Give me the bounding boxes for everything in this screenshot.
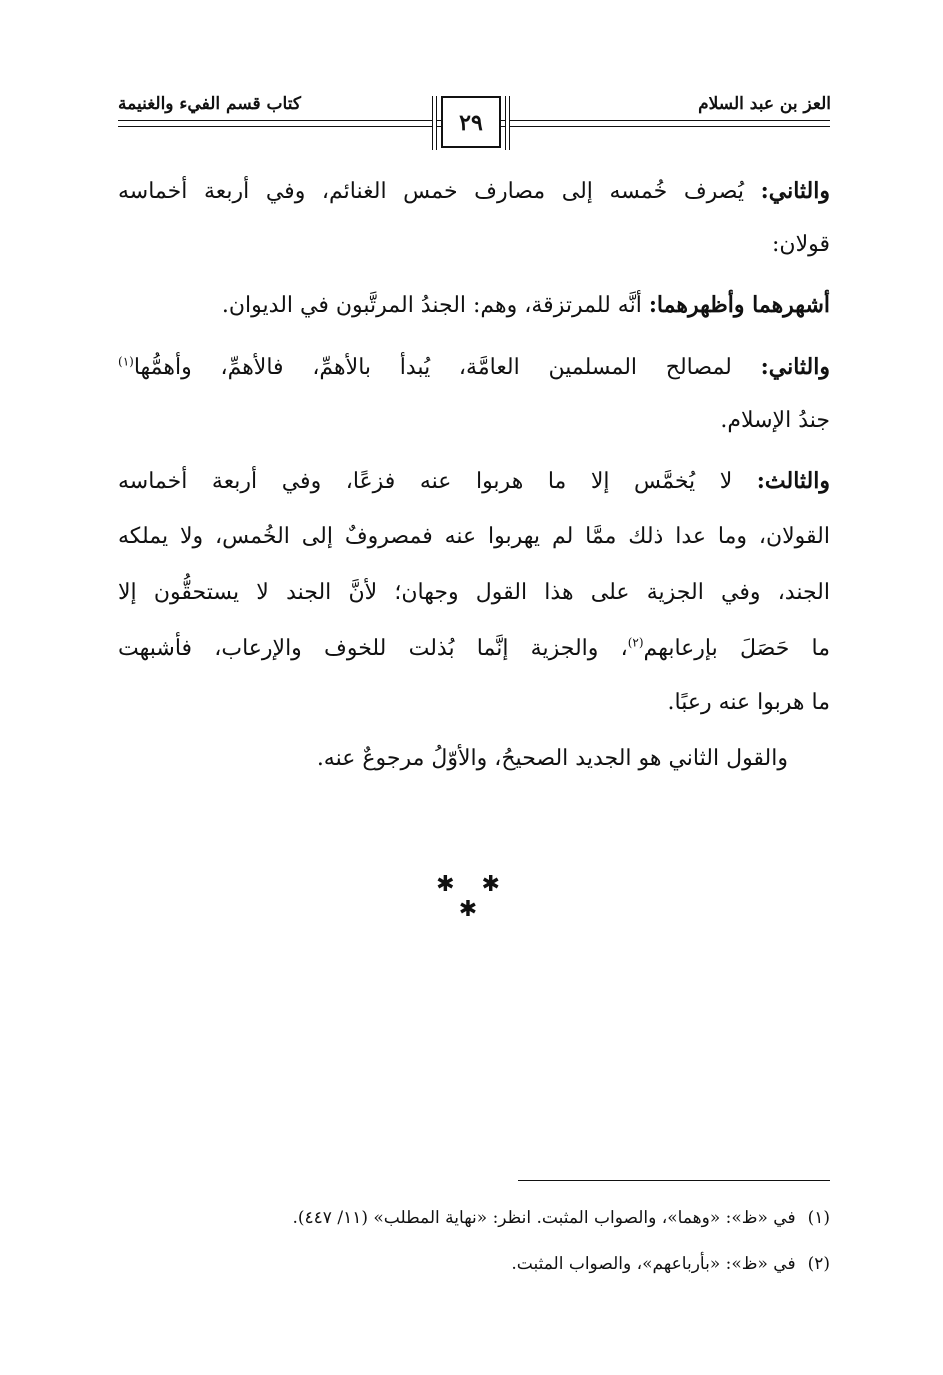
body-line (118, 230, 830, 260)
body-text: أنَّه للمرتزقة، وهم: الجندُ المرتَّبون في الديوان. (221, 293, 649, 318)
footnote-marker: (١) (118, 354, 134, 369)
body-line (118, 688, 830, 718)
footnote (292, 1206, 830, 1230)
body-text: جندُ الإسلام. (720, 408, 830, 433)
body-text: ما هربوا عنه رعبًا. (667, 690, 830, 715)
paragraph-lead: والثاني: (760, 178, 830, 204)
paragraph-lead: أشهرهما وأظهرهما: (648, 292, 830, 318)
footnote-text: في «ظ»: «وهما»، والصواب المثبت. انظر: «نهاية المطلب» (١١/ ٤٤٧). (292, 1208, 796, 1228)
body-text: والقول الثاني هو الجديد الصحيحُ، والأوّلُ مرجوعٌ عنه. (316, 746, 788, 771)
body-line (118, 578, 830, 608)
body-text: لا يُخمَّس إلا ما هربوا عنه فزعًا، وفي أربعة أخماسه (118, 469, 757, 494)
body-line (118, 290, 830, 321)
body-line (118, 406, 830, 436)
header-book-title: كتاب قسم الفيء والغنيمة (118, 94, 301, 114)
frame-pillar-right (505, 96, 510, 150)
body-text: لمصالح المسلمين العامَّة، يُبدأ بالأهمِّ، فالأهمِّ، وأهمُّها (133, 355, 761, 380)
footnote-marker: (٢) (627, 635, 644, 650)
footnote (511, 1252, 830, 1276)
body-line (118, 522, 830, 552)
paragraph-lead: والثالث: (756, 468, 830, 494)
footnote-rule (518, 1180, 830, 1181)
body-text: قولان: (772, 232, 830, 257)
footnote-number: (١) (807, 1208, 830, 1228)
paragraph-lead: والثاني: (760, 354, 830, 380)
frame-pillar-left (432, 96, 437, 150)
body-text: ما حَصَلَ بإرعابهم (643, 636, 831, 661)
page-number-frame (432, 96, 512, 150)
section-separator: ✱ ✱ ✱ (436, 872, 510, 922)
body-line (118, 744, 788, 774)
body-text: القولان، وما عدا ذلك ممَّا لم يهربوا عنه فمصروفٌ إلى الخُمس، ولا يملكه (118, 524, 830, 549)
body-line (118, 352, 830, 383)
body-text: الجند، وفي الجزية على هذا القول وجهان؛ لأنَّ الجند لا يستحقُّون إلا (118, 580, 830, 605)
footnote-number: (٢) (807, 1254, 830, 1274)
footnote-text: في «ظ»: «بأرباعهم»، والصواب المثبت. (511, 1254, 796, 1274)
body-line (118, 634, 830, 664)
body-line (118, 466, 830, 497)
body-text: يُصرف خُمسه إلى مصارف خمس الغنائم، وفي أربعة أخماسه (118, 179, 761, 204)
body-text: ، والجزية إنَّما بُذلت للخوف والإرعاب، فأشبهت (118, 636, 628, 661)
page-number: ٢٩ (459, 110, 483, 136)
body-line (118, 176, 830, 207)
header-author: العز بن عبد السلام (698, 94, 831, 114)
